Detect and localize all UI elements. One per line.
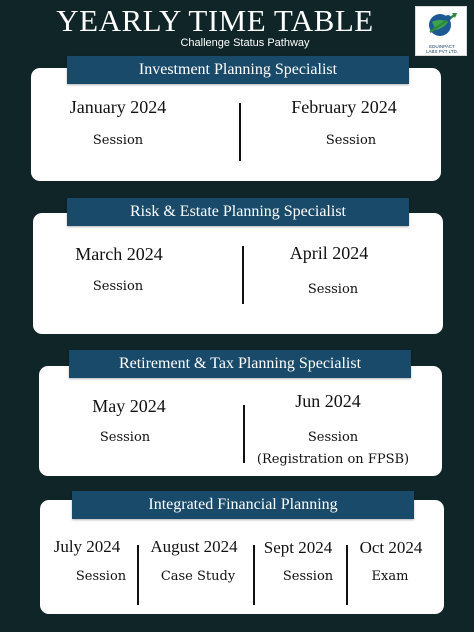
globe-logo-icon <box>426 10 458 40</box>
section-divider <box>242 246 244 304</box>
month-label: February 2024 <box>291 97 397 117</box>
section-card <box>33 213 443 334</box>
month-label: January 2024 <box>69 97 167 117</box>
section-card <box>31 68 441 181</box>
month-label: March 2024 <box>75 244 163 264</box>
logo-text-line1: EDUINPACT <box>429 44 455 49</box>
month-label: Oct 2024 <box>359 538 423 557</box>
month-label: May 2024 <box>92 396 166 416</box>
month-label: Sept 2024 <box>263 538 333 557</box>
month-label: April 2024 <box>289 243 369 263</box>
section-banner: Investment Planning Specialist <box>67 56 409 84</box>
section-banner: Risk & Estate Planning Specialist <box>67 198 409 226</box>
session-type-label: Session <box>75 569 127 584</box>
section-divider <box>137 545 139 605</box>
session-type-label: Session <box>92 133 144 148</box>
section-divider <box>253 545 255 605</box>
registration-note: (Registration on FPSB) <box>256 452 410 467</box>
session-type-label: Session <box>92 279 144 294</box>
logo-text-line2: LABS PVT LTD. <box>425 49 459 54</box>
month-label: August 2024 <box>150 537 238 556</box>
session-type-label: Session <box>307 282 359 297</box>
page-title: YEARLY TIME TABLE <box>56 3 374 38</box>
session-type-label: Session <box>99 430 151 445</box>
month-label: July 2024 <box>53 537 121 556</box>
section-banner: Retirement & Tax Planning Specialist <box>69 350 411 378</box>
month-label: Jun 2024 <box>295 391 361 411</box>
session-type-label: Session <box>325 133 377 148</box>
session-type-label: Session <box>307 430 359 445</box>
section-divider <box>346 545 348 605</box>
company-logo <box>415 6 467 56</box>
session-type-label: Case Study <box>160 569 236 584</box>
section-divider <box>239 103 241 161</box>
section-banner: Integrated Financial Planning <box>72 491 414 519</box>
page-subtitle: Challenge Status Pathway <box>180 37 310 49</box>
session-type-label: Session <box>282 569 334 584</box>
session-type-label: Exam <box>371 569 409 584</box>
